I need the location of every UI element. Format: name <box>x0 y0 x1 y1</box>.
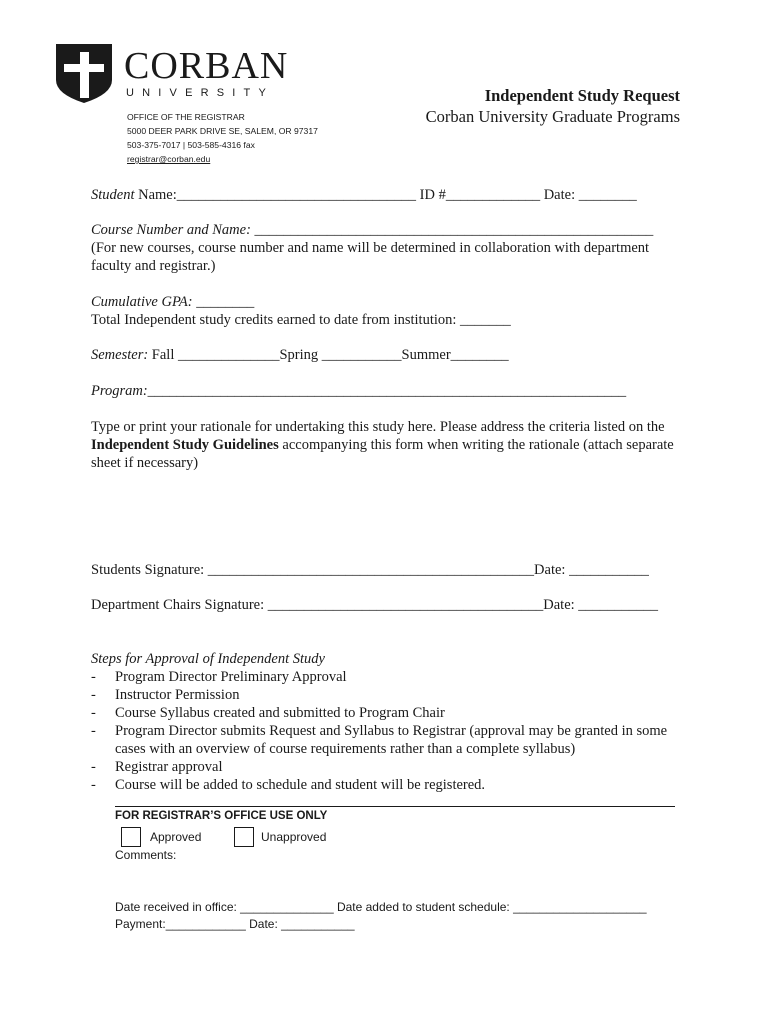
list-item <box>91 686 691 704</box>
rationale-text-1: Type or print your rationale for undertaking this study here. Please address the criteria listed on the <box>91 419 665 435</box>
bullet-dash: - <box>91 669 96 685</box>
office-name: OFFICE OF THE REGISTRAR <box>127 112 245 122</box>
course-field[interactable]: _______________________________________________________ <box>254 222 654 238</box>
step-text: Instructor Permission <box>115 687 240 703</box>
course-note: (For new courses, course number and name will be determined in collaboration with department faculty and registrar.) <box>91 240 650 274</box>
semester-label: Semester: <box>91 347 149 363</box>
course-label: Course Number and Name: <box>91 222 255 238</box>
guidelines-reference: Independent Study Guidelines <box>91 437 279 453</box>
step-text: Registrar approval <box>115 759 223 775</box>
form-title: Independent Study Request <box>484 86 680 105</box>
steps-heading: Steps for Approval of Independent Study <box>91 651 325 667</box>
office-phone: 503-375-7017 | 503-585-4316 fax <box>127 140 255 150</box>
rationale-text-2: accompanying this form when writing the rationale (attach separate sheet if necessary) <box>91 437 674 471</box>
list-item <box>91 668 691 686</box>
approved-label: Approved <box>150 830 202 844</box>
approved-checkbox[interactable] <box>121 827 141 847</box>
form-subtitle: Corban University Graduate Programs <box>425 107 680 126</box>
credits-field[interactable]: Total Independent study credits earned to date from institution: _______ <box>91 312 511 328</box>
step-text: Program Director Preliminary Approval <box>115 669 347 685</box>
bullet-dash: - <box>91 759 96 775</box>
chair-signature-field[interactable]: Department Chairs Signature: ______________________________________Date: ___________ <box>91 597 659 613</box>
bullet-dash: - <box>91 723 96 739</box>
corban-logo-icon <box>54 42 114 104</box>
list-item <box>91 758 691 776</box>
registrar-heading: FOR REGISTRAR’S OFFICE USE ONLY <box>115 810 328 822</box>
semester-row <box>91 346 509 364</box>
course-row <box>91 221 653 239</box>
student-name-id-date-field[interactable]: Name:_________________________________ ID #_____________ Date: ________ <box>134 187 637 203</box>
gpa-row <box>91 293 254 311</box>
rationale-instructions <box>91 418 683 472</box>
gpa-field[interactable]: ________ <box>196 294 255 310</box>
step-text: Course will be added to schedule and student will be registered. <box>115 777 486 793</box>
student-name-row <box>91 186 637 204</box>
gpa-label: Cumulative GPA: <box>91 294 197 310</box>
approval-steps <box>91 650 691 794</box>
step-text: Course Syllabus created and submitted to Program Chair <box>115 705 445 721</box>
program-field[interactable]: __________________________________________________________________ <box>147 383 627 399</box>
list-item <box>91 722 671 758</box>
student-label: Student <box>91 187 135 203</box>
semester-field[interactable]: Fall ______________Spring ___________Summer________ <box>148 347 509 363</box>
list-item <box>91 704 691 722</box>
form-title-block <box>426 86 680 128</box>
list-item <box>91 776 691 794</box>
section-divider <box>115 806 675 807</box>
bullet-dash: - <box>91 687 96 703</box>
bullet-dash: - <box>91 777 96 793</box>
bullet-dash: - <box>91 705 96 721</box>
logo-subtitle: UNIVERSITY <box>126 87 275 99</box>
unapproved-checkbox[interactable] <box>234 827 254 847</box>
office-email-link[interactable]: registrar@corban.edu <box>127 154 211 164</box>
date-received-field[interactable]: Date received in office: ______________ Date added to student schedule: ____________________ <box>115 900 647 914</box>
office-address: 5000 DEER PARK DRIVE SE, SALEM, OR 97317 <box>127 126 318 136</box>
office-address-block <box>127 110 318 166</box>
step-text: Program Director submits Request and Syllabus to Registrar (approval may be granted in some cases with an overview of course requirements rather than a complete syllabus) <box>115 723 668 757</box>
logo-wordmark: CORBAN <box>124 45 289 87</box>
unapproved-label: Unapproved <box>261 830 327 844</box>
payment-field[interactable]: Payment:____________ Date: ___________ <box>115 917 355 931</box>
comments-label: Comments: <box>115 848 177 862</box>
student-signature-field[interactable]: Students Signature: _____________________________________________Date: ___________ <box>91 562 649 578</box>
program-label: Program: <box>91 383 148 399</box>
program-row <box>91 382 626 400</box>
